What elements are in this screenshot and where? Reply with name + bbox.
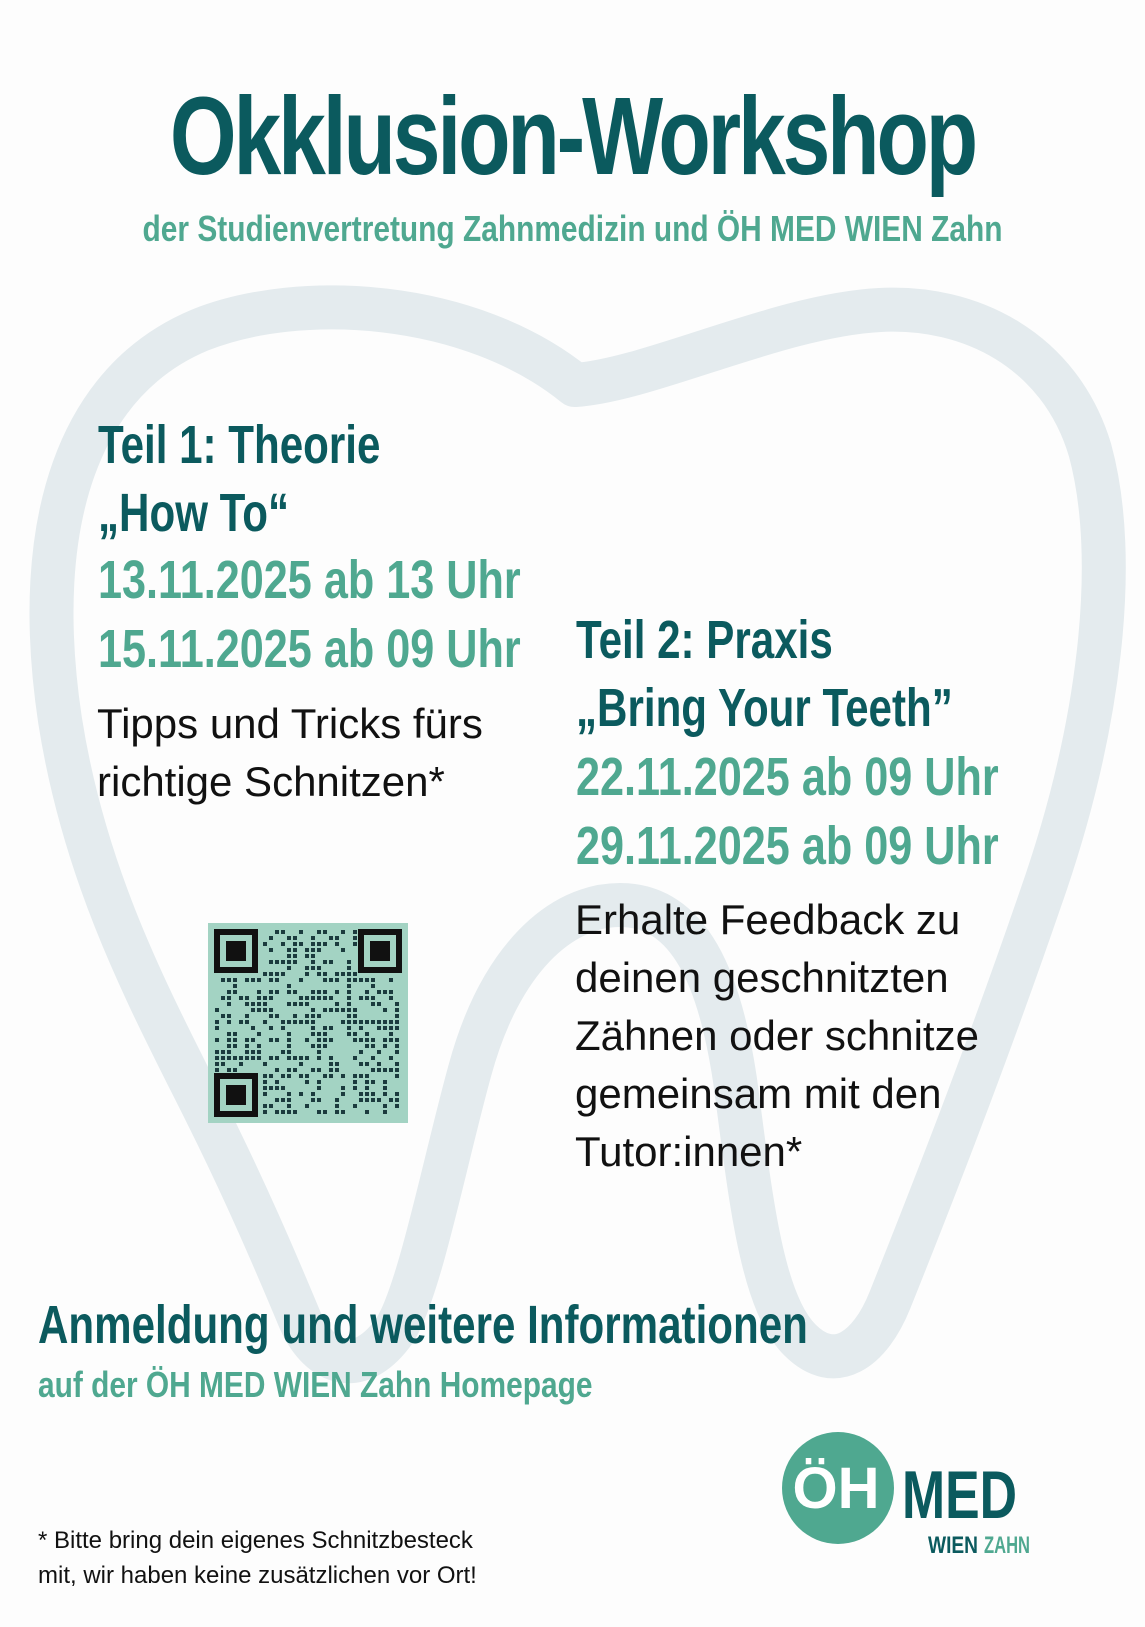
part2-description [575, 891, 979, 1181]
part2-description-line: Erhalte Feedback zu [575, 896, 961, 943]
logo-zahn-text: ZAHN [984, 1532, 1030, 1559]
part1-quote: „How To“ [98, 483, 290, 543]
footnote-line: mit, wir haben keine zusätzlichen vor Ort! [38, 1562, 477, 1589]
footnote-line: * Bitte bring dein eigenes Schnitzbesteck [38, 1527, 473, 1554]
part1-heading: Teil 1: Theorie [98, 415, 381, 475]
part2-date-1: 22.11.2025 ab 09 Uhr [576, 747, 999, 807]
part1-description [97, 695, 483, 811]
logo-main-text: MED [902, 1457, 1017, 1533]
part2-description-line: Zähnen oder schnitze [575, 1012, 979, 1059]
part1-description-line: Tipps und Tricks fürs [97, 700, 483, 747]
part1-date-2: 15.11.2025 ab 09 Uhr [98, 619, 521, 679]
page-title: Okklusion-Workshop [169, 75, 976, 198]
part2-description-line: deinen geschnitzten [575, 954, 949, 1001]
qr-code[interactable] [208, 923, 408, 1123]
part2-heading: Teil 2: Praxis [576, 610, 833, 670]
part1-date-1: 13.11.2025 ab 13 Uhr [98, 550, 521, 610]
part2-description-line: Tutor:innen* [575, 1128, 803, 1175]
page-subtitle: der Studienvertretung Zahnmedizin und ÖH MED WIEN Zahn [142, 208, 1003, 249]
registration-heading: Anmeldung und weitere Informationen [38, 1295, 808, 1355]
part1-description-line: richtige Schnitzen* [97, 758, 445, 805]
part2-description-line: gemeinsam mit den [575, 1070, 942, 1117]
footnote [38, 1523, 477, 1593]
part2-date-2: 29.11.2025 ab 09 Uhr [576, 816, 999, 876]
oeh-med-logo [780, 1426, 1070, 1561]
logo-circle-text: ÖH [792, 1456, 880, 1521]
part2-quote: „Bring Your Teeth” [576, 678, 953, 738]
logo-wien-text: WIEN [928, 1532, 978, 1559]
registration-subheading: auf der ÖH MED WIEN Zahn Homepage [38, 1364, 593, 1405]
